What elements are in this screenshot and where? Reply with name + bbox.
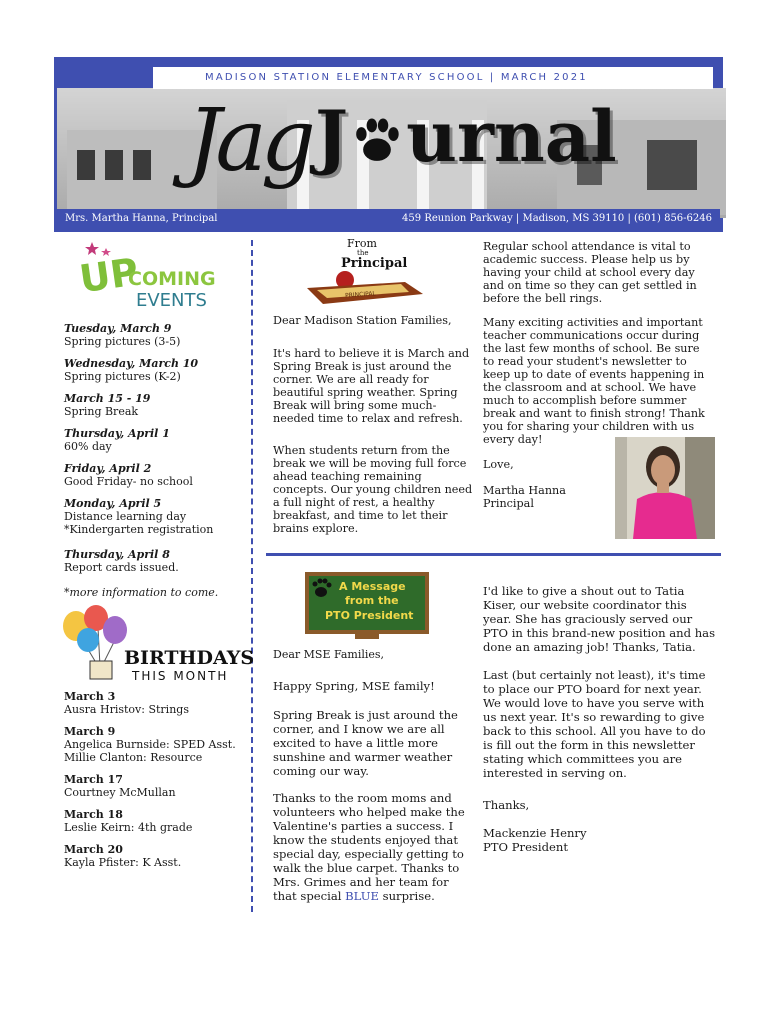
event-date: Wednesday, March 10	[64, 357, 199, 370]
birthdays-art-title: BIRTHDAYS	[124, 647, 255, 669]
principal-art-principal: Principal	[341, 256, 408, 271]
event-desc: *Kindergarten registration	[64, 523, 214, 536]
birthday-name: Ausra Hristov: Strings	[64, 703, 189, 716]
principal-closing: Love,	[483, 458, 514, 471]
upcoming-events-graphic	[78, 240, 218, 310]
pto-art-line3: PTO President	[325, 609, 414, 622]
cake-icon	[90, 661, 112, 679]
upcoming-art-coming: COMING	[128, 268, 216, 290]
principal-paragraph: When students return from the break we will be moving full force ahead teaching remaining concepts. Our young children need a full night of rest, a healthy breakfast, and time to let their brains explore.	[273, 444, 473, 535]
pto-message-graphic	[305, 572, 429, 640]
logo-jag: Jag	[187, 91, 310, 191]
event-item	[64, 427, 244, 453]
logo-j: J	[315, 95, 349, 178]
logo-urnal: urnal	[406, 95, 617, 178]
principal-signature-title: Principal	[483, 497, 534, 510]
event-desc: Distance learning day	[64, 510, 187, 523]
upcoming-art-events: EVENTS	[136, 290, 207, 311]
banner-text: MADISON STATION ELEMENTARY SCHOOL | MARCH 2021	[153, 67, 713, 89]
principal-greeting: Dear Madison Station Families,	[273, 314, 452, 327]
pto-paragraph: Last (but certainly not least), it's time to place our PTO board for next year. We would love to have you serve with us next year. It's so rewarding to give back to this school. All you have to do is fill out the form in this newsletter stating which committees you are interested in serving on.	[483, 668, 706, 780]
event-date: Thursday, April 1	[64, 427, 170, 440]
birthday-item	[64, 808, 244, 834]
birthday-item	[64, 690, 244, 716]
principal-signature-name: Martha Hanna	[483, 484, 566, 497]
birthdays-art-sub: THIS MONTH	[132, 669, 229, 683]
blue-highlight-text: BLUE	[345, 889, 379, 903]
principal-photo	[615, 437, 715, 539]
birthday-item	[64, 843, 244, 869]
event-date: Tuesday, March 9	[64, 322, 172, 335]
principal-paragraph: Regular school attendance is vital to academic success. Please help us by having your child at school every day and on time so they can get settled in before the bell rings.	[483, 240, 697, 305]
event-desc: Spring pictures (3-5)	[64, 335, 181, 348]
pto-art-line1: A Message	[339, 580, 406, 593]
balloon-icon	[103, 616, 127, 644]
birthday-date: March 9	[64, 725, 116, 738]
birthday-date: March 18	[64, 808, 123, 821]
birthday-date: March 20	[64, 843, 123, 856]
balloon-icon	[77, 628, 99, 652]
upcoming-art-up: UP	[76, 249, 141, 302]
event-item	[64, 548, 244, 574]
pto-paragraph: I'd like to give a shout out to Tatia Kiser, our website coordinator this year. She has graciously served our PTO in this brand-new position and has done an amazing job! Thanks, Tatia.	[483, 584, 716, 654]
pto-signature-title: PTO President	[483, 840, 568, 854]
star-icon	[85, 242, 99, 255]
event-item	[64, 357, 244, 383]
pto-happy-spring: Happy Spring, MSE family!	[273, 679, 435, 693]
paw-print-icon	[350, 115, 404, 167]
masthead-info-bar	[57, 209, 720, 229]
event-item	[64, 322, 244, 348]
pto-paragraph-text: surprise.	[378, 889, 435, 903]
birthdays-list	[64, 690, 244, 878]
event-desc: Report cards issued.	[64, 561, 179, 574]
upcoming-events-list	[64, 322, 244, 599]
birthday-item	[64, 725, 244, 764]
event-desc: Spring Break	[64, 405, 139, 418]
event-desc: Good Friday- no school	[64, 475, 193, 488]
pto-letter-column-2	[483, 584, 718, 854]
event-date: Thursday, April 8	[64, 548, 170, 561]
birthday-date: March 3	[64, 690, 116, 703]
pto-signature-name: Mackenzie Henry	[483, 826, 587, 840]
section-divider	[266, 553, 721, 556]
birthdays-graphic	[60, 606, 255, 684]
pto-art-line2: from the	[345, 594, 399, 607]
pto-paragraph: Spring Break is just around the corner, and I know we are all excited to have a little more sunshine and warmer weather coming our way.	[273, 708, 458, 778]
birthday-name: Leslie Keirn: 4th grade	[64, 821, 193, 834]
pto-paragraph	[273, 791, 473, 903]
from-the-principal-graphic	[305, 236, 425, 308]
birthday-date: March 17	[64, 773, 123, 786]
event-desc: Spring pictures (K-2)	[64, 370, 181, 383]
principal-letter-column-1	[273, 314, 473, 547]
birthday-name: Angelica Burnside: SPED Asst.	[64, 738, 236, 751]
pto-thanks: Thanks,	[483, 798, 530, 812]
pto-letter-column-1	[273, 648, 473, 915]
birthday-name: Millie Clanton: Resource	[64, 751, 203, 764]
principal-art-plate: PRINCIPAL	[344, 290, 377, 300]
sidebar-divider	[251, 240, 253, 912]
event-item	[64, 462, 244, 488]
event-item	[64, 392, 244, 418]
principal-art-the: the	[357, 249, 369, 257]
event-date: March 15 - 19	[64, 392, 151, 405]
event-date: Monday, April 5	[64, 497, 162, 510]
masthead	[54, 57, 723, 232]
principal-paragraph: Many exciting activities and important teacher communications occur during the last few months of school. Be sure to read your student's newsletter to keep up to date of events happening in the classroom and at school. We have much to accomplish before summer break and want to finish strong! Thank you for sharing your children with us every day!	[483, 316, 705, 446]
principal-paragraph: It's hard to believe it is March and Spring Break is just around the corner. We are all ready for beautiful spring weather. Spring Break will bring some much-needed time to relax and refresh.	[273, 347, 470, 425]
event-item	[64, 497, 244, 536]
principal-name-line: Mrs. Martha Hanna, Principal	[65, 213, 218, 224]
more-info-note: *more information to come.	[64, 586, 219, 599]
event-desc: 60% day	[64, 440, 112, 453]
pto-greeting: Dear MSE Families,	[273, 648, 385, 661]
logo-journal	[315, 95, 617, 178]
birthday-name: Courtney McMullan	[64, 786, 176, 799]
principal-art-from: From	[347, 237, 377, 250]
pto-paragraph-text: Thanks to the room moms and volunteers who helped make the Valentine's parties a success. I know the students enjoyed that special day, especially getting to walk the blue carpet. Thanks to Mrs. Grimes and her team for that special	[273, 791, 465, 903]
event-date: Friday, April 2	[64, 462, 152, 475]
address-line: 459 Reunion Parkway | Madison, MS 39110 | (601) 856-6246	[402, 213, 712, 224]
birthday-item	[64, 773, 244, 799]
birthday-name: Kayla Pfister: K Asst.	[64, 856, 182, 869]
